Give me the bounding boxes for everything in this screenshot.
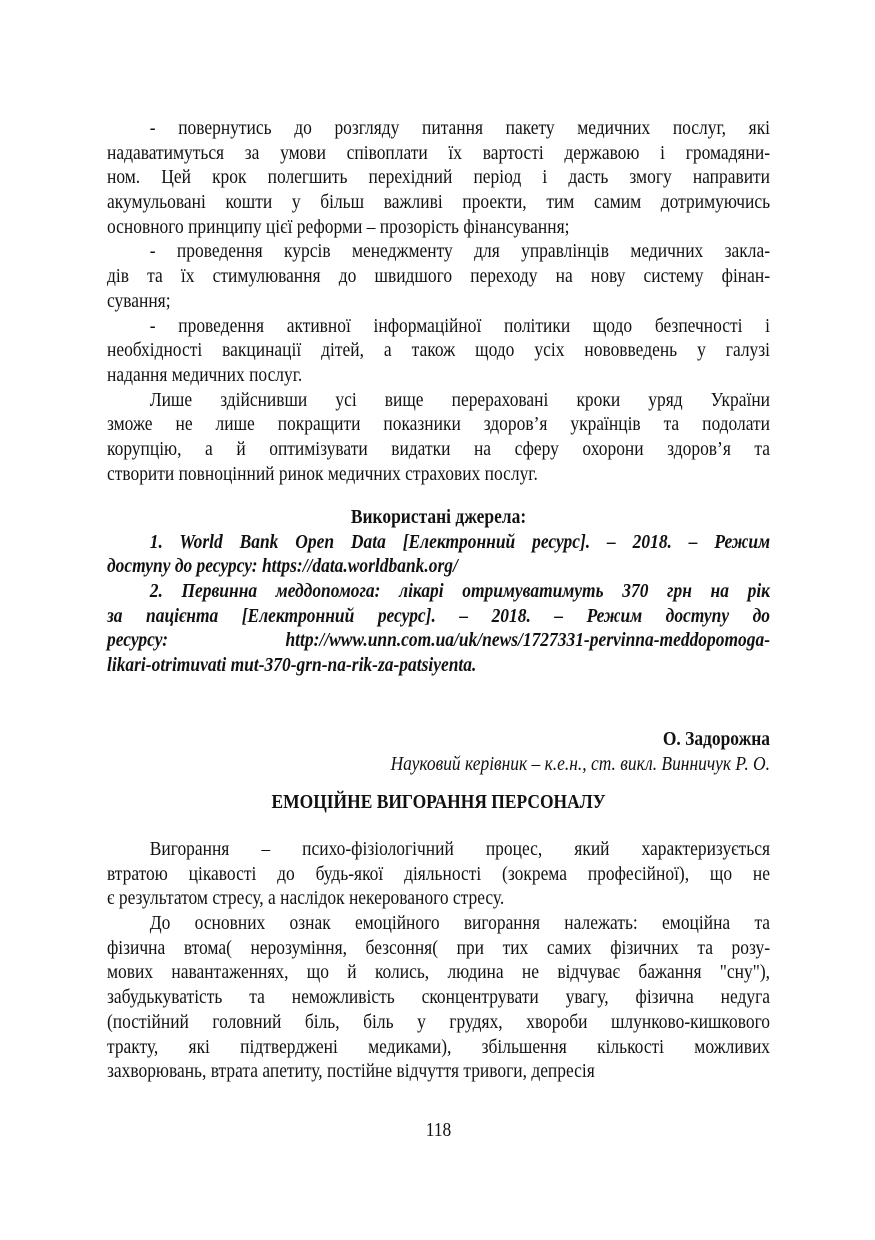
- text-line: До основних ознак емоційного вигорання належать: емоційна та: [149, 912, 771, 935]
- text-line: корупцію, а й оптимізувати видатки на сферу охорони здоров’я та: [107, 437, 771, 460]
- paragraph: [107, 116, 770, 239]
- text-line: - проведення курсів менеджменту для управлінців медичних закла-: [149, 240, 771, 263]
- text-line: фізична втома( нерозуміння, безсоння( при тих самих фізичних та розу-: [107, 936, 771, 959]
- supervisor-line: Науковий керівник – к.е.н., ст. викл. Винничук Р. О.: [390, 752, 771, 775]
- text-line: надаватимуться за умови співоплати їх вартості державою і громадяни-: [107, 141, 771, 164]
- text-line: Вигорання – психо-фізіологічний процес, який характеризується: [149, 838, 771, 860]
- article-header: [107, 727, 770, 776]
- text-line: - проведення активної інформаційної політики щодо безпечності і: [149, 314, 771, 337]
- paragraph: [107, 530, 770, 579]
- text-line: сування;: [107, 289, 171, 312]
- paragraph: [107, 314, 770, 388]
- text-line: ном. Цей крок полегшить перехідний період і дасть змогу направити: [107, 166, 771, 189]
- text-line: зможе не лише покращити показники здоров’я українців та подолати: [107, 413, 771, 436]
- paragraph: [107, 579, 770, 678]
- text-line: забудькуватість та неможливість сконцентрувати увагу, фізична недуга: [107, 986, 771, 1009]
- text-line: надання медичних послуг.: [107, 363, 303, 386]
- page-number: 118: [425, 1119, 452, 1141]
- text-line: 2. Первинна меддопомога: лікарі отримуватимуть 370 грн на рік: [149, 580, 771, 603]
- paragraph: [107, 911, 770, 1084]
- sources-heading: Використані джерела:: [350, 506, 527, 528]
- text-line: необхідності вакцинації дітей, а також щодо усіх нововведень у галузі: [107, 339, 771, 362]
- paragraph: [107, 239, 770, 313]
- text-line: акумульовані кошти у більш важливі проекти, тим самим дотримуючись: [107, 191, 771, 214]
- text-line: ресурсу: http://www.unn.com.ua/uk/news/1727331-pervinna-meddopomoga-: [107, 629, 771, 652]
- author-name: О. Задорожна: [662, 728, 771, 750]
- article-body: [107, 837, 770, 1084]
- text-line: 1. World Bank Open Data [Електронний ресурс]. – 2018. – Режим: [149, 530, 771, 553]
- text-line: є результатом стресу, а наслідок некерованого стресу.: [107, 887, 505, 910]
- text-line: за пацієнта [Електронний ресурс]. – 2018. – Режим доступу до: [107, 604, 771, 627]
- text-line: мових навантаженнях, що й колись, людина не відчуває бажання "сну"),: [107, 961, 771, 984]
- paragraph: [107, 837, 770, 911]
- text-line: likari-otrimuvati mut-370-grn-na-rik-za-patsiyenta.: [107, 654, 477, 677]
- text-line: - повернутись до розгляду питання пакету медичних послуг, які: [149, 117, 771, 139]
- text-line: Лише здійснивши усі вище перераховані кроки уряд України: [149, 388, 771, 411]
- intro-section: [107, 116, 770, 486]
- paragraph: [107, 388, 770, 487]
- article-title-wrap: [107, 790, 770, 815]
- text-line: втратою цікавості до будь-якої діяльності (зокрема професійної), що не: [107, 862, 771, 885]
- text-line: основного принципу цієї реформи – прозорість фінансування;: [107, 215, 570, 238]
- text-line: захворювань, втрата апетиту, постійне відчуття тривоги, депресія: [107, 1060, 595, 1083]
- sources-section: [107, 505, 770, 678]
- text-line: доступу до ресурсу: https://data.worldbank.org/: [107, 555, 458, 578]
- page-footer: [107, 1118, 770, 1143]
- text-line: (постійний головний біль, біль у грудях, хвороби шлунково-кишкового: [107, 1010, 771, 1033]
- text-line: дів та їх стимулювання до швидшого переходу на нову систему фінан-: [107, 265, 771, 288]
- article-title: ЕМОЦІЙНЕ ВИГОРАННЯ ПЕРСОНАЛУ: [271, 791, 606, 813]
- text-line: створити повноцінний ринок медичних страхових послуг.: [107, 462, 538, 485]
- text-line: тракту, які підтверджені медиками), збільшення кількості можливих: [107, 1035, 771, 1058]
